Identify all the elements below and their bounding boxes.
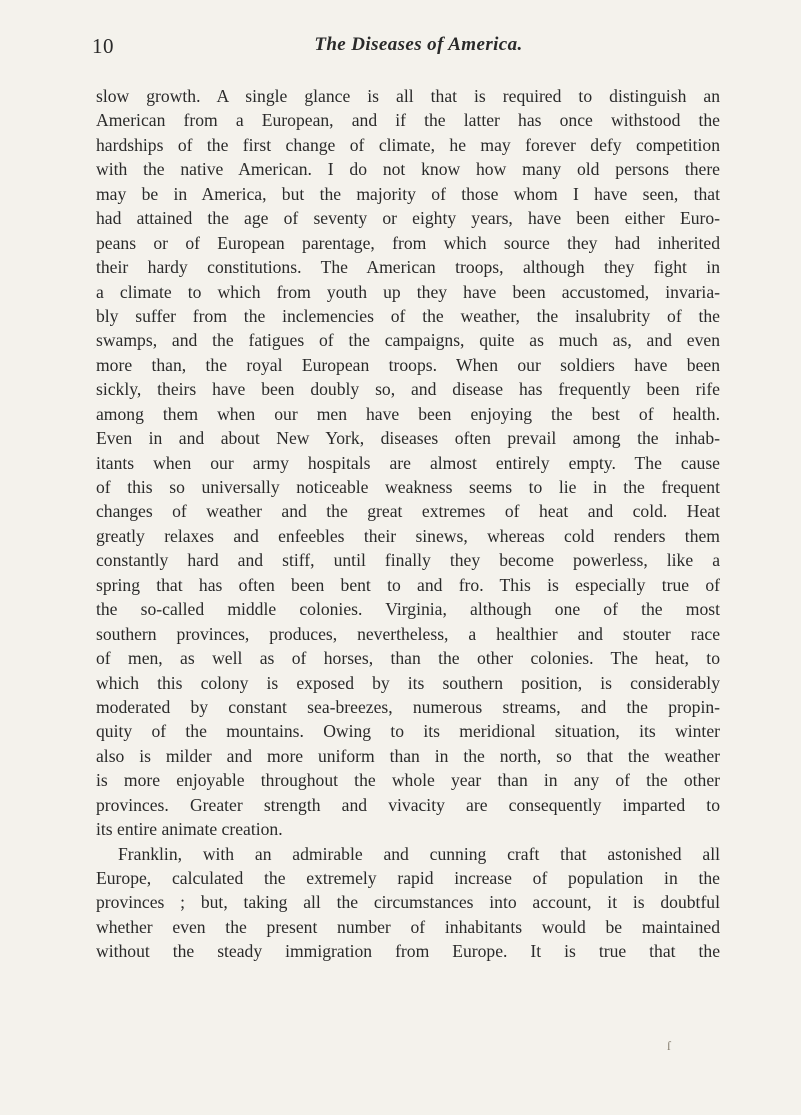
text-line: its entire animate creation. [96, 819, 283, 840]
text-line: provinces ; but, taking all the circumstances into account, it is doubtful [96, 892, 720, 913]
text-line: moderated by constant sea-breezes, numerous streams, and the propin- [96, 696, 720, 717]
text-line: spring that has often been bent to and fro. This is especially true of [96, 574, 720, 595]
text-line: provinces. Greater strength and vivacity are consequently imparted to [96, 794, 720, 815]
text-line: which this colony is exposed by its southern position, is considerably [96, 672, 720, 693]
text-line: their hardy constitutions. The American troops, although they fight in [96, 257, 720, 278]
text-line: hardships of the first change of climate, he may forever defy competition [96, 134, 720, 155]
text-line: a climate to which from youth up they have been accustomed, invaria- [96, 281, 720, 302]
text-line: Europe, calculated the extremely rapid increase of population in the [96, 868, 720, 888]
text-line: without the steady immigration from Europe. It is true that the [96, 941, 720, 962]
text-line: Even in and about New York, diseases often prevail among the inhab- [96, 428, 720, 449]
text-line: may be in America, but the majority of those whom I have seen, that [96, 183, 720, 204]
paragraph [96, 84, 720, 842]
body-text [96, 84, 720, 964]
text-line: American from a European, and if the latter has once withstood the [96, 110, 720, 131]
running-title: The Diseases of America. [314, 34, 523, 55]
text-line: quity of the mountains. Owing to its meridional situation, its winter [96, 721, 720, 742]
text-line: swamps, and the fatigues of the campaigns, quite as much as, and even [96, 330, 720, 351]
paragraph [96, 842, 720, 964]
text-line: Franklin, with an admirable and cunning craft that astonished all [118, 843, 720, 864]
text-line: greatly relaxes and enfeebles their sinews, whereas cold renders them [96, 525, 720, 546]
text-line: of this so universally noticeable weakness seems to lie in the frequent [96, 477, 720, 497]
running-head [92, 34, 705, 62]
text-line: with the native American. I do not know how many old persons there [96, 159, 720, 180]
text-line: the so-called middle colonies. Virginia, although one of the most [96, 599, 720, 620]
text-line: bly suffer from the inclemencies of the weather, the insalubrity of the [96, 305, 720, 326]
page-number: 10 [92, 34, 114, 58]
text-line: more than, the royal European troops. When our soldiers have been [96, 354, 720, 375]
text-line: slow growth. A single glance is all that is required to distinguish an [96, 86, 720, 106]
text-line: itants when our army hospitals are almost entirely empty. The cause [96, 452, 720, 473]
text-line: constantly hard and stiff, until finally they become powerless, like a [96, 550, 720, 571]
text-line: had attained the age of seventy or eighty years, have been either Euro- [96, 208, 720, 229]
text-line: is more enjoyable throughout the whole year than in any of the other [96, 770, 720, 791]
text-line: whether even the present number of inhabitants would be maintained [96, 916, 720, 937]
text-line: southern provinces, produces, nevertheless, a healthier and stouter race [96, 623, 720, 644]
text-line: also is milder and more uniform than in the north, so that the weather [96, 745, 720, 766]
text-line: changes of weather and the great extremes of heat and cold. Heat [96, 501, 720, 522]
text-line: among them when our men have been enjoying the best of health. [96, 403, 720, 424]
printer-mark: ſ [667, 1038, 671, 1053]
text-line: of men, as well as of horses, than the other colonies. The heat, to [96, 648, 720, 669]
text-line: peans or of European parentage, from which source they had inherited [96, 232, 720, 253]
text-line: sickly, theirs have been doubly so, and disease has frequently been rife [96, 379, 720, 400]
